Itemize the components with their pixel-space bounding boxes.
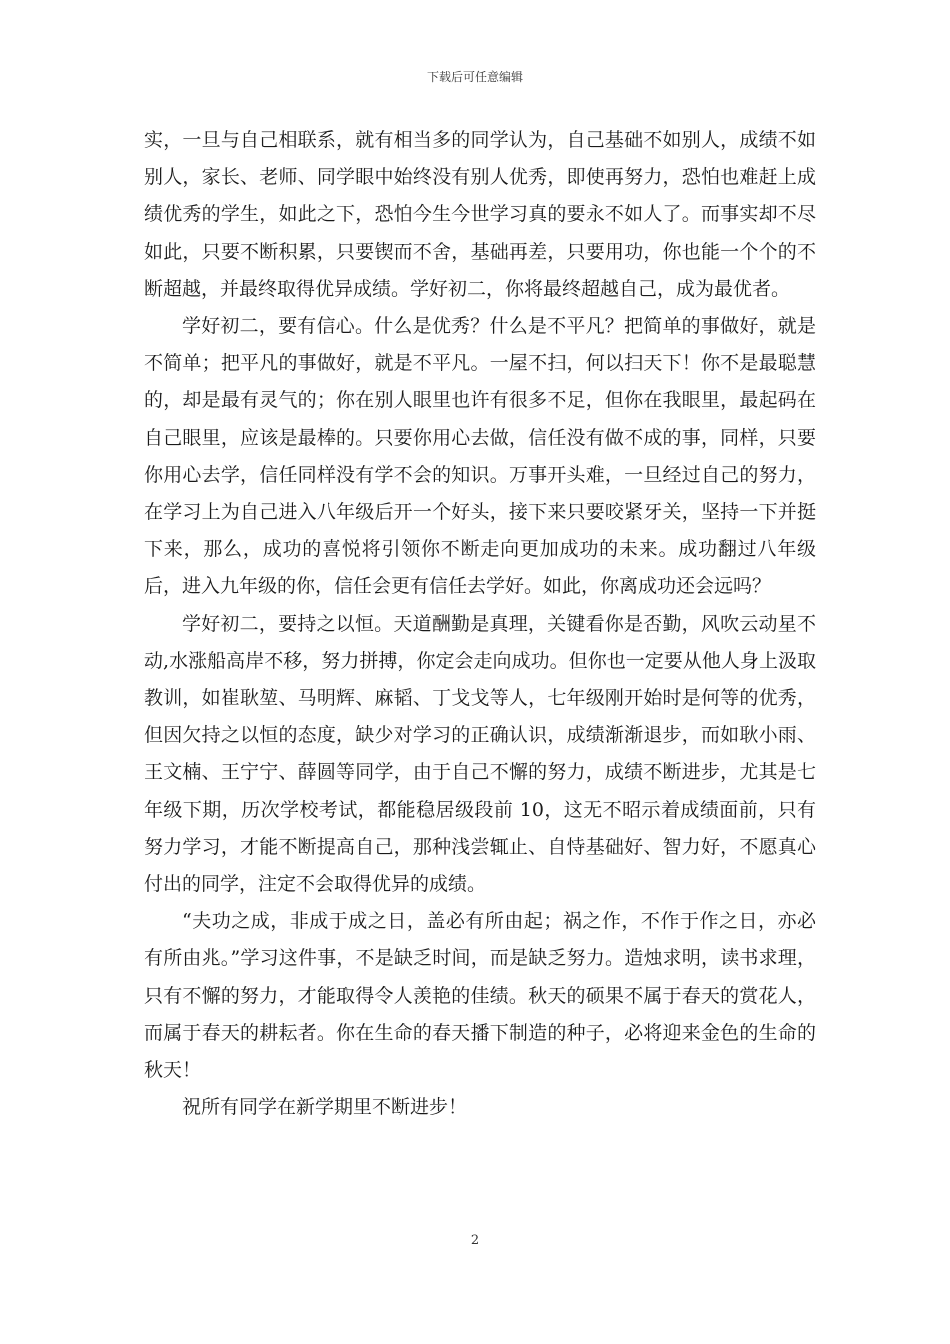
paragraph-closing-wish: 祝所有同学在新学期里不断进步！ — [182, 1096, 468, 1119]
page-number: 2 — [470, 1233, 480, 1248]
page-header: 下载后可任意编辑 — [426, 70, 523, 84]
paragraph-continuation: 实，一旦与自己相联系，就有相当多的同学认为，自己基础不如别人，成绩不如别人，家长、老师、同学眼中始终没有别人优秀，即使再努力，恐怕也难赶上成绩优秀的学生，如此之下，恐怕今生今世学习真的要永不如人了。而事实却不尽如此，只要不断积累，只要锲而不舍，基础再差，只要用功，你也能一个个的不断超越，并最终取得优异成绩。学好初二，你将最终超越自己，成为最优者。 — [144, 129, 816, 300]
paragraph-perseverance: 学好初二，要持之以恒。天道酬勤是真理，关键看你是否勤，风吹云动星不动,水涨船高岸不移，努力拼搏，你定会走向成功。但你也一定要从他人身上汲取教训，如崔耿堃、马明辉、麻韬、丁戈戈等人，七年级刚开始时是何等的优秀，但因欠持之以恒的态度，缺少对学习的正确认识，成绩渐渐退步，而如耿小雨、王文楠、王宁宁、薛圆等同学，由于自己不懈的努力，成绩不断进步，尤其是七年级下期，历次学校考试，都能稳居级段前 10，这无不昭示着成绩面前，只有努力学习，才能不断提高自己，那种浅尝辄止、自恃基础好、智力好，不愿真心付出的同学，注定不会取得优异的成绩。 — [144, 612, 816, 896]
paragraph-quote: “夫功之成，非成于成之日，盖必有所由起；祸之作，不作于作之日，亦必有所由兆。”学习这件事，不是缺乏时间，而是缺乏努力。造烛求明，读书求理，只有不懈的努力，才能取得令人羡艳的佳绩。秋天的硕果不属于春天的赏花人，而属于春天的耕耘者。你在生命的春天播下制造的种子，必将迎来金色的生命的秋天！ — [144, 910, 816, 1082]
document-body — [144, 122, 816, 1126]
paragraph-confidence: 学好初二，要有信心。什么是优秀？什么是不平凡？把简单的事做好，就是不简单；把平凡的事做好，就是不平凡。一屋不扫，何以扫天下！你不是最聪慧的，却是最有灵气的；你在别人眼里也许有很多不足，但你在我眼里，最起码在自己眼里，应该是最棒的。只要你用心去做，信任没有做不成的事，同样，只要你用心去学，信任同样没有学不会的知识。万事开头难，一旦经过自己的努力，在学习上为自己进入八年级后开一个好头，接下来只要咬紧牙关，坚持一下并挺下来，那么，成功的喜悦将引领你不断走向更加成功的未来。成功翻过八年级后，进入九年级的你，信任会更有信任去学好。如此，你离成功还会远吗？ — [144, 315, 816, 598]
